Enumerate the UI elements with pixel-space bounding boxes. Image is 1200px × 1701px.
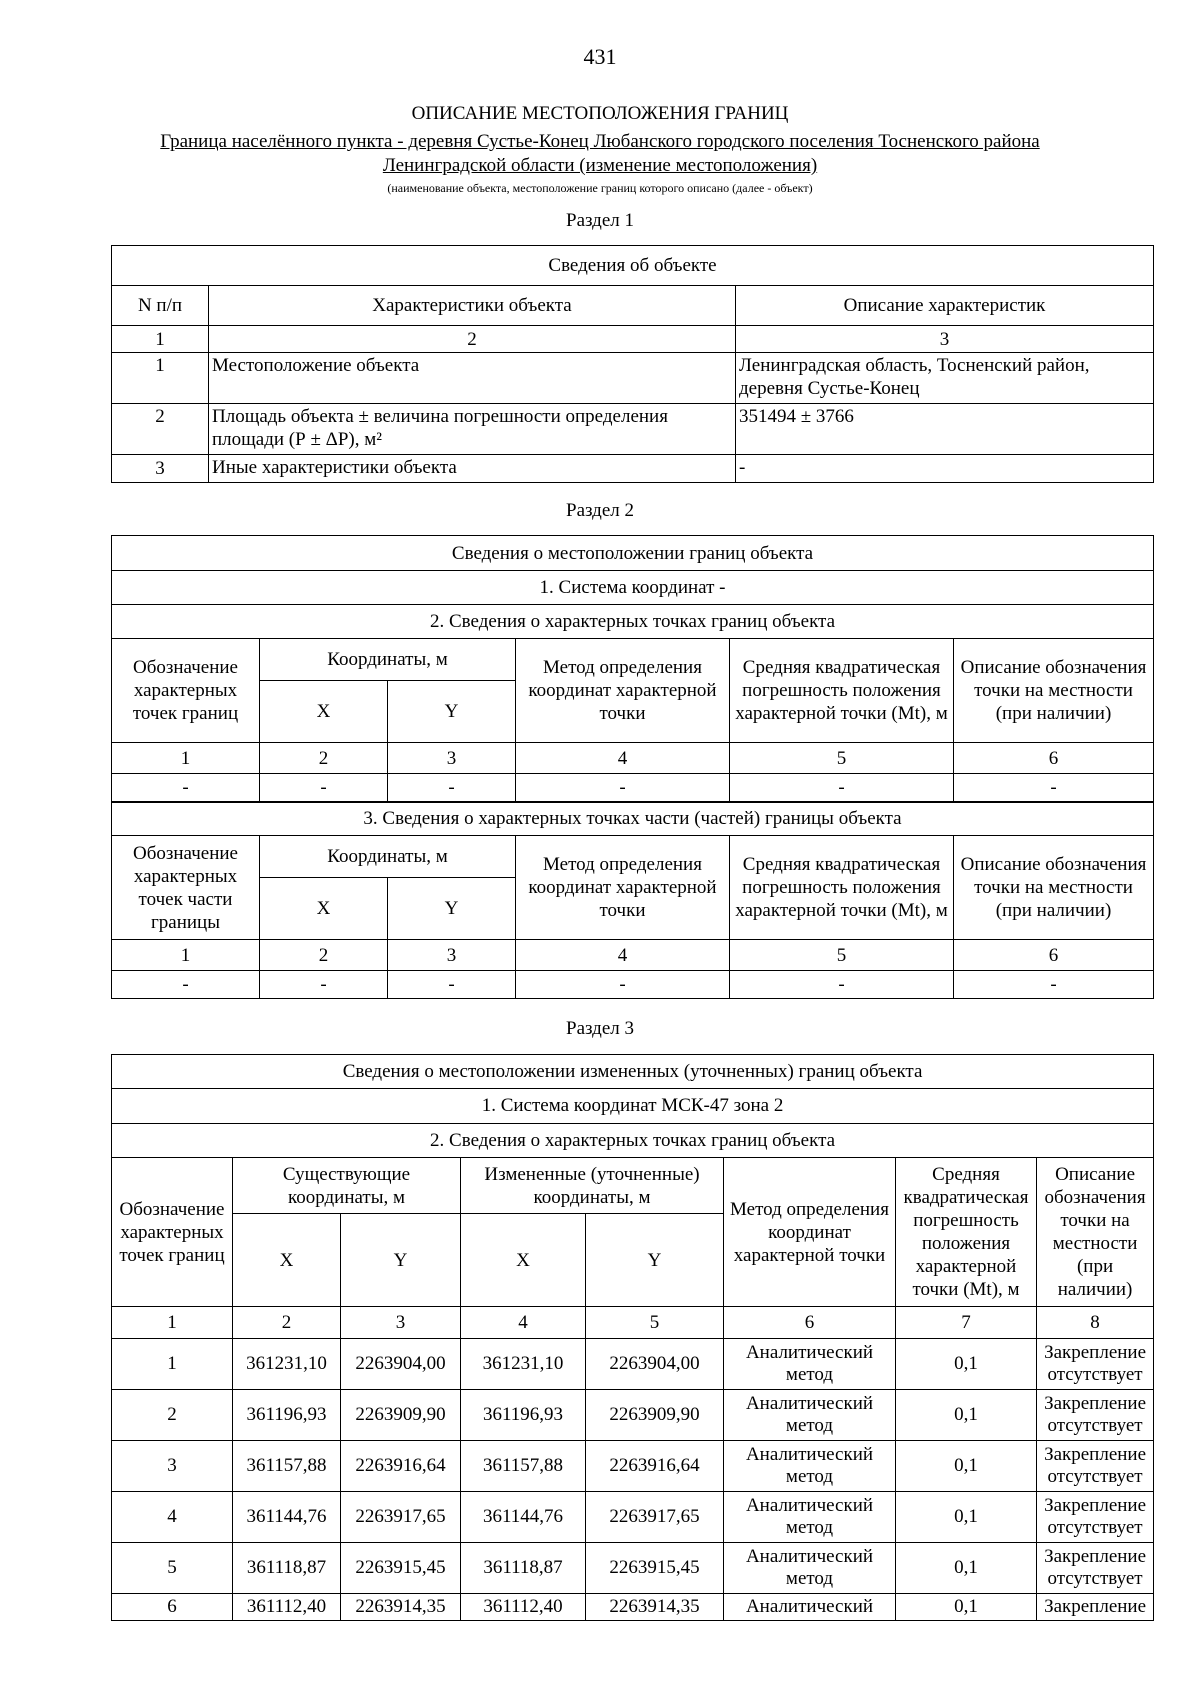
- characteristic-value: Ленинградская область, Тосненский район, деревня Сустье-Конец: [736, 353, 1154, 404]
- column-number: 2: [233, 1307, 341, 1339]
- point-description: Закрепление: [1037, 1594, 1154, 1621]
- point-description: Закрепление отсутствует: [1037, 1339, 1154, 1390]
- existing-x: 361112,40: [233, 1594, 341, 1621]
- point-number: 2: [112, 1390, 233, 1441]
- table-row: [112, 971, 1154, 999]
- existing-y: 2263915,45: [341, 1543, 461, 1594]
- column-number: 2: [260, 743, 388, 774]
- description-header: Описание обозначения точки на местности (при наличии): [954, 639, 1154, 743]
- method-header: Метод определения координат характерной точки: [516, 639, 730, 743]
- x-header: X: [260, 878, 388, 940]
- error-header: Средняя квадратическая погрешность положения характерной точки (Mt), м: [730, 639, 954, 743]
- mt-value: 0,1: [896, 1543, 1037, 1594]
- table-row: [112, 1543, 1154, 1594]
- characteristic-name: Площадь объекта ± величина погрешности определения площади (Р ± ΔР), м²: [209, 404, 736, 455]
- method-header: Метод определения координат характерной точки: [724, 1158, 896, 1307]
- document-title: ОПИСАНИЕ МЕСТОПОЛОЖЕНИЯ ГРАНИЦ: [411, 103, 789, 124]
- empty-cell: -: [516, 971, 730, 999]
- table-row: [112, 1441, 1154, 1492]
- section-3-table: [111, 1054, 1154, 1621]
- document-subtitle: [0, 130, 1200, 178]
- column-number: 2: [260, 940, 388, 971]
- column-number: 5: [730, 940, 954, 971]
- column-number: 3: [388, 940, 516, 971]
- column-number: 5: [730, 743, 954, 774]
- existing-y: 2263917,65: [341, 1492, 461, 1543]
- mt-value: 0,1: [896, 1441, 1037, 1492]
- existing-x: 361231,10: [233, 1339, 341, 1390]
- points-title: 2. Сведения о характерных точках границ объекта: [112, 605, 1154, 639]
- mt-value: 0,1: [896, 1339, 1037, 1390]
- error-header: Средняя квадратическая погрешность положения характерной точки (Mt), м: [730, 836, 954, 940]
- column-number: 8: [1037, 1307, 1154, 1339]
- method: Аналитический метод: [724, 1543, 896, 1594]
- changed-y: 2263915,45: [586, 1543, 724, 1594]
- characteristic-value: 351494 ± 3766: [736, 404, 1154, 455]
- column-header: N п/п: [112, 286, 209, 326]
- existing-x: 361157,88: [233, 1441, 341, 1492]
- point-description: Закрепление отсутствует: [1037, 1441, 1154, 1492]
- empty-cell: -: [388, 774, 516, 802]
- method: Аналитический метод: [724, 1339, 896, 1390]
- column-number: 3: [388, 743, 516, 774]
- coordinates-header: Координаты, м: [260, 639, 516, 681]
- existing-y: 2263904,00: [341, 1339, 461, 1390]
- mt-value: 0,1: [896, 1594, 1037, 1621]
- column-number: 3: [341, 1307, 461, 1339]
- method: Аналитический метод: [724, 1441, 896, 1492]
- column-header: Описание характеристик: [736, 286, 1154, 326]
- points-title: 2. Сведения о характерных точках границ объекта: [112, 1124, 1154, 1158]
- changed-y: 2263914,35: [586, 1594, 724, 1621]
- method: Аналитический: [724, 1594, 896, 1621]
- error-header: Средняя квадратическая погрешность положения характерной точки (Mt), м: [896, 1158, 1037, 1307]
- changed-x: 361118,87: [461, 1543, 586, 1594]
- x-header: X: [260, 681, 388, 743]
- section-1-table: [111, 245, 1154, 483]
- designation-header: Обозначение характерных точек части границы: [112, 836, 260, 940]
- method-header: Метод определения координат характерной точки: [516, 836, 730, 940]
- existing-y: 2263909,90: [341, 1390, 461, 1441]
- column-number: 1: [112, 326, 209, 353]
- object-caption: (наименование объекта, местоположение границ которого описано (далее - объект): [387, 181, 813, 195]
- column-header: Характеристики объекта: [209, 286, 736, 326]
- table-title: Сведения об объекте: [112, 246, 1154, 286]
- row-number: 3: [112, 455, 209, 483]
- existing-y: 2263916,64: [341, 1441, 461, 1492]
- coordinates-header: Координаты, м: [260, 836, 516, 878]
- table-row: [112, 1339, 1154, 1390]
- table-row: [112, 1390, 1154, 1441]
- subtitle-line-1: Граница населённого пункта - деревня Сустье-Конец Любанского городского поселения Тосненского района: [160, 131, 1040, 152]
- existing-coordinates-header: Существующие координаты, м: [233, 1158, 461, 1214]
- empty-cell: -: [954, 774, 1154, 802]
- table-title: Сведения о местоположении границ объекта: [112, 536, 1154, 571]
- x-header: X: [233, 1214, 341, 1307]
- column-number: 3: [736, 326, 1154, 353]
- empty-cell: -: [112, 971, 260, 999]
- characteristic-name: Местоположение объекта: [209, 353, 736, 404]
- changed-y: 2263917,65: [586, 1492, 724, 1543]
- column-number: 1: [112, 940, 260, 971]
- changed-y: 2263916,64: [586, 1441, 724, 1492]
- changed-y: 2263909,90: [586, 1390, 724, 1441]
- table-row: [112, 404, 1154, 455]
- subtitle-line-2: Ленинградской области (изменение местоположения): [382, 155, 818, 176]
- column-number: 6: [954, 940, 1154, 971]
- changed-x: 361231,10: [461, 1339, 586, 1390]
- existing-y: 2263914,35: [341, 1594, 461, 1621]
- y-header: Y: [388, 878, 516, 940]
- column-number: 1: [112, 743, 260, 774]
- point-description: Закрепление отсутствует: [1037, 1543, 1154, 1594]
- empty-cell: -: [730, 971, 954, 999]
- changed-x: 361196,93: [461, 1390, 586, 1441]
- empty-cell: -: [730, 774, 954, 802]
- mt-value: 0,1: [896, 1390, 1037, 1441]
- column-number: 4: [461, 1307, 586, 1339]
- empty-cell: -: [516, 774, 730, 802]
- column-number: 4: [516, 940, 730, 971]
- table-row: [112, 1492, 1154, 1543]
- page-number: 431: [583, 44, 617, 69]
- empty-cell: -: [260, 774, 388, 802]
- existing-x: 361144,76: [233, 1492, 341, 1543]
- changed-coordinates-header: Измененные (уточненные) координаты, м: [461, 1158, 724, 1214]
- column-number: 7: [896, 1307, 1037, 1339]
- parts-title: 3. Сведения о характерных точках части (частей) границы объекта: [112, 802, 1154, 836]
- column-number: 5: [586, 1307, 724, 1339]
- method: Аналитический метод: [724, 1390, 896, 1441]
- column-number: 2: [209, 326, 736, 353]
- coordinate-system: 1. Система координат -: [112, 571, 1154, 605]
- changed-y: 2263904,00: [586, 1339, 724, 1390]
- table-title: Сведения о местоположении измененных (уточненных) границ объекта: [112, 1055, 1154, 1089]
- characteristic-value: -: [736, 455, 1154, 483]
- column-number: 6: [724, 1307, 896, 1339]
- table-row: [112, 353, 1154, 404]
- description-header: Описание обозначения точки на местности (при наличии): [954, 836, 1154, 940]
- point-description: Закрепление отсутствует: [1037, 1390, 1154, 1441]
- changed-x: 361157,88: [461, 1441, 586, 1492]
- point-number: 3: [112, 1441, 233, 1492]
- x-header: X: [461, 1214, 586, 1307]
- column-number: 4: [516, 743, 730, 774]
- existing-x: 361196,93: [233, 1390, 341, 1441]
- y-header: Y: [388, 681, 516, 743]
- table-row: [112, 455, 1154, 483]
- empty-cell: -: [260, 971, 388, 999]
- designation-header: Обозначение характерных точек границ: [112, 639, 260, 743]
- row-number: 2: [112, 404, 209, 455]
- column-number: 6: [954, 743, 1154, 774]
- column-number: 1: [112, 1307, 233, 1339]
- changed-x: 361112,40: [461, 1594, 586, 1621]
- point-number: 4: [112, 1492, 233, 1543]
- point-description: Закрепление отсутствует: [1037, 1492, 1154, 1543]
- row-number: 1: [112, 353, 209, 404]
- section-3-label: Раздел 3: [566, 1018, 634, 1039]
- designation-header: Обозначение характерных точек границ: [112, 1158, 233, 1307]
- section-1-label: Раздел 1: [566, 210, 634, 231]
- table-row: [112, 774, 1154, 802]
- table-row: [112, 1594, 1154, 1621]
- point-number: 6: [112, 1594, 233, 1621]
- y-header: Y: [586, 1214, 724, 1307]
- existing-x: 361118,87: [233, 1543, 341, 1594]
- section-2-table: [111, 535, 1154, 999]
- coordinate-system: 1. Система координат МСК-47 зона 2: [112, 1089, 1154, 1124]
- empty-cell: -: [388, 971, 516, 999]
- mt-value: 0,1: [896, 1492, 1037, 1543]
- point-number: 5: [112, 1543, 233, 1594]
- section-2-label: Раздел 2: [566, 500, 634, 521]
- changed-x: 361144,76: [461, 1492, 586, 1543]
- point-number: 1: [112, 1339, 233, 1390]
- y-header: Y: [341, 1214, 461, 1307]
- method: Аналитический метод: [724, 1492, 896, 1543]
- empty-cell: -: [954, 971, 1154, 999]
- characteristic-name: Иные характеристики объекта: [209, 455, 736, 483]
- empty-cell: -: [112, 774, 260, 802]
- description-header: Описание обозначения точки на местности (при наличии): [1037, 1158, 1154, 1307]
